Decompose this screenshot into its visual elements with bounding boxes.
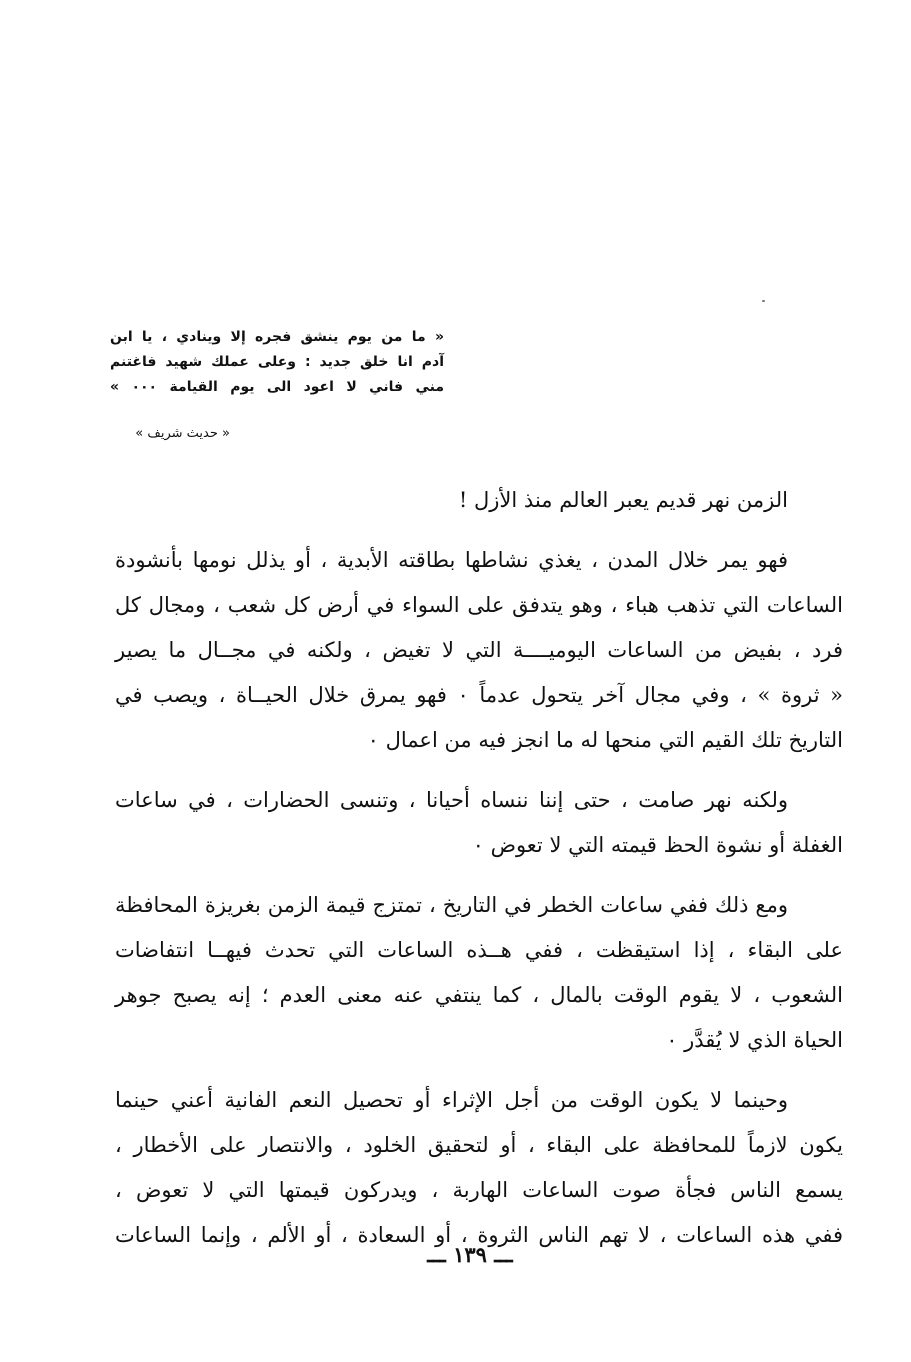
paragraph [115, 538, 843, 763]
text-line: يكون لازماً للمحافظة على البقاء ، أو لتحقيق الخلود ، والانتصار على الأخطار ، [115, 1133, 843, 1157]
paragraph [115, 883, 843, 1063]
text-line: وحينما لا يكون الوقت من أجل الإثراء أو تحصيل النعم الفانية أعني حينما [115, 1088, 788, 1112]
epigraph [110, 325, 444, 400]
text-line: التاريخ تلك القيم التي منحها له ما انجز فيه من اعمال ٠ [367, 728, 843, 752]
text-line: على البقاء ، إذا استيقظت ، ففي هــذه الساعات التي تحدث فيهــا انتفاضات [115, 938, 843, 962]
text-line: فهو يمر خلال المدن ، يغذي نشاطها بطاقته الأبدية ، أو يذلل نومها بأنشودة [115, 548, 788, 572]
text-line: ولكنه نهر صامت ، حتى إننا ننساه أحيانا ، وتنسى الحضارات ، في ساعات [115, 788, 788, 812]
text-line: الساعات التي تذهب هباء ، وهو يتدفق على السواء في أرض كل شعب ، ومجال كل [115, 593, 843, 617]
epigraph-line: آدم انا خلق جديد : وعلى عملك شهيد فاغتنم [110, 354, 444, 370]
epigraph-attribution: « حديث شريف » [135, 426, 230, 441]
body-text [115, 478, 843, 1258]
text-line: الزمن نهر قديم يعبر العالم منذ الأزل ! [458, 488, 788, 512]
text-line: ففي هذه الساعات ، لا تهم الناس الثروة ، أو السعادة ، أو الألم ، وإنما الساعات [115, 1223, 843, 1247]
text-line: الشعوب ، لا يقوم الوقت بالمال ، كما ينتفي عنه معنى العدم ؛ إنه يصبح جوهر [115, 983, 843, 1007]
epigraph-line: « ما من يوم ينشق فجره إلا وينادي ، يا ابن [110, 329, 444, 345]
paragraph [115, 478, 843, 523]
paragraph [115, 778, 843, 868]
page-number: ـــ ١٣٩ ـــ [427, 1242, 513, 1267]
text-line: فرد ، بفيض من الساعات اليوميــــة التي لا تغيض ، ولكنه في مجــال ما يصير [115, 638, 843, 662]
epigraph-line: مني فاني لا اعود الى يوم القيامة ٠٠٠ » [110, 379, 444, 395]
text-line: « ثروة » ، وفي مجال آخر يتحول عدماً ٠ فهو يمرق خلال الحيــاة ، ويصب في [115, 683, 844, 707]
text-line: الغفلة أو نشوة الحظ قيمته التي لا تعوض ٠ [472, 833, 843, 857]
text-line: يسمع الناس فجأة صوت الساعات الهاربة ، ويدركون قيمتها التي لا تعوض ، [115, 1178, 843, 1202]
print-speck [762, 300, 765, 302]
paragraph [115, 1078, 843, 1258]
text-line: الحياة الذي لا يُقدَّر ٠ [666, 1028, 843, 1052]
text-line: ومع ذلك ففي ساعات الخطر في التاريخ ، تمتزج قيمة الزمن بغريزة المحافظة [115, 893, 788, 917]
